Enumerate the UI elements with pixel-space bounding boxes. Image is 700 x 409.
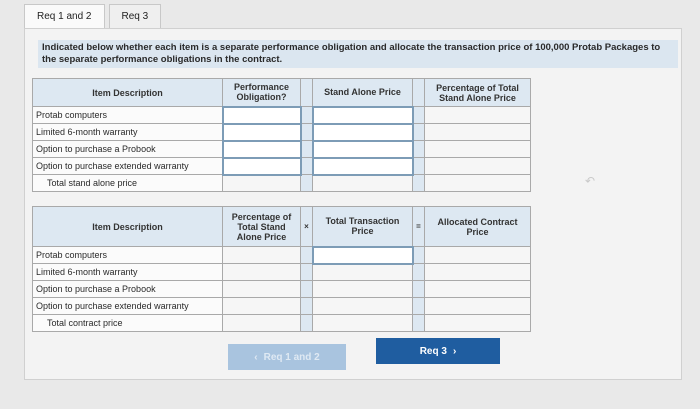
table-row xyxy=(33,264,531,281)
allocated-price-cell[interactable] xyxy=(425,281,531,298)
instructions-text: Indicated below whether each item is a separate performance obligation and allocate the transaction price of 100,000 Protab Packages to the separate performance obligations in the contract. xyxy=(38,40,678,68)
allocated-price-cell[interactable] xyxy=(425,298,531,315)
percentage-cell[interactable] xyxy=(223,247,301,264)
table-row xyxy=(33,247,531,264)
percentage-cell[interactable] xyxy=(425,107,531,124)
performance-obligation-table xyxy=(32,78,531,192)
transaction-price-input[interactable] xyxy=(313,247,413,264)
transaction-price-cell[interactable] xyxy=(313,281,413,298)
spacer-cell xyxy=(301,124,313,141)
spacer-cell xyxy=(301,298,313,315)
header-stand-alone-price: Stand Alone Price xyxy=(313,79,413,107)
table-row xyxy=(33,141,531,158)
table-row xyxy=(33,158,531,175)
spacer-cell xyxy=(301,315,313,332)
table-row xyxy=(33,107,531,124)
header-performance-obligation: Performance Obligation? xyxy=(223,79,301,107)
row-label: Limited 6-month warranty xyxy=(33,124,223,141)
spacer-cell xyxy=(413,124,425,141)
obligation-input[interactable] xyxy=(223,141,301,158)
equals-operator: = xyxy=(413,207,425,247)
transaction-price-cell[interactable] xyxy=(313,298,413,315)
transaction-price-cell[interactable] xyxy=(313,264,413,281)
total-percentage[interactable] xyxy=(425,175,531,192)
spacer-cell xyxy=(301,141,313,158)
row-label: Protab computers xyxy=(33,107,223,124)
header-item-description: Item Description xyxy=(33,207,223,247)
stand-alone-price-input[interactable] xyxy=(313,141,413,158)
tab-req-3[interactable]: Req 3 xyxy=(109,4,162,28)
obligation-input[interactable] xyxy=(223,107,301,124)
spacer-cell xyxy=(413,107,425,124)
header-percentage-total: Percentage of Total Stand Alone Price xyxy=(223,207,301,247)
total-stand-alone-label: Total stand alone price xyxy=(33,175,223,192)
spacer-cell xyxy=(413,247,425,264)
obligation-input[interactable] xyxy=(223,124,301,141)
multiply-operator: × xyxy=(301,207,313,247)
total-stand-alone-price[interactable] xyxy=(313,175,413,192)
percentage-cell[interactable] xyxy=(223,281,301,298)
spacer-cell xyxy=(413,298,425,315)
total-contract-price-label: Total contract price xyxy=(33,315,223,332)
header-percentage-total: Percentage of Total Stand Alone Price xyxy=(425,79,531,107)
row-label: Option to purchase a Probook xyxy=(33,141,223,158)
empty-cell xyxy=(313,315,413,332)
stand-alone-price-input[interactable] xyxy=(313,124,413,141)
total-row xyxy=(33,175,531,192)
spacer-cell xyxy=(413,281,425,298)
spacer-cell xyxy=(413,175,425,192)
next-button[interactable] xyxy=(376,338,500,364)
spacer-cell xyxy=(413,141,425,158)
cursor-mark-icon: ↶ xyxy=(585,174,596,188)
spacer-cell xyxy=(301,107,313,124)
row-label: Option to purchase a Probook xyxy=(33,281,223,298)
spacer-cell xyxy=(413,315,425,332)
prev-button[interactable] xyxy=(228,344,346,370)
table-row xyxy=(33,281,531,298)
row-label: Option to purchase extended warranty xyxy=(33,298,223,315)
header-total-transaction-price: Total Transaction Price xyxy=(313,207,413,247)
allocation-table xyxy=(32,206,531,332)
spacer-cell xyxy=(301,281,313,298)
header-allocated-contract-price: Allocated Contract Price xyxy=(425,207,531,247)
percentage-cell[interactable] xyxy=(223,298,301,315)
spacer-cell xyxy=(413,264,425,281)
allocated-price-cell[interactable] xyxy=(425,264,531,281)
row-label: Protab computers xyxy=(33,247,223,264)
total-contract-price[interactable] xyxy=(425,315,531,332)
spacer-cell xyxy=(301,264,313,281)
chevron-left-icon: ‹ xyxy=(254,351,258,363)
percentage-cell[interactable] xyxy=(425,141,531,158)
spacer-cell xyxy=(301,158,313,175)
stand-alone-price-input[interactable] xyxy=(313,158,413,175)
empty-cell xyxy=(223,315,301,332)
spacer-cell xyxy=(301,247,313,264)
chevron-right-icon: › xyxy=(452,345,457,357)
percentage-cell[interactable] xyxy=(425,124,531,141)
total-row xyxy=(33,315,531,332)
obligation-input[interactable] xyxy=(223,158,301,175)
row-label: Limited 6-month warranty xyxy=(33,264,223,281)
tab-req-1-and-2[interactable]: Req 1 and 2 xyxy=(24,4,105,28)
allocated-price-cell[interactable] xyxy=(425,247,531,264)
stand-alone-price-input[interactable] xyxy=(313,107,413,124)
header-spacer xyxy=(413,79,425,107)
spacer-cell xyxy=(413,158,425,175)
percentage-cell[interactable] xyxy=(425,158,531,175)
prev-button-label: Req 1 and 2 xyxy=(263,351,320,363)
percentage-cell[interactable] xyxy=(223,264,301,281)
row-label: Option to purchase extended warranty xyxy=(33,158,223,175)
table-row xyxy=(33,298,531,315)
tab-bar xyxy=(24,4,161,28)
table-row xyxy=(33,124,531,141)
spacer-cell xyxy=(301,175,313,192)
header-item-description: Item Description xyxy=(33,79,223,107)
header-spacer xyxy=(301,79,313,107)
empty-cell xyxy=(223,175,301,192)
next-button-label: Req 3 xyxy=(419,345,447,357)
